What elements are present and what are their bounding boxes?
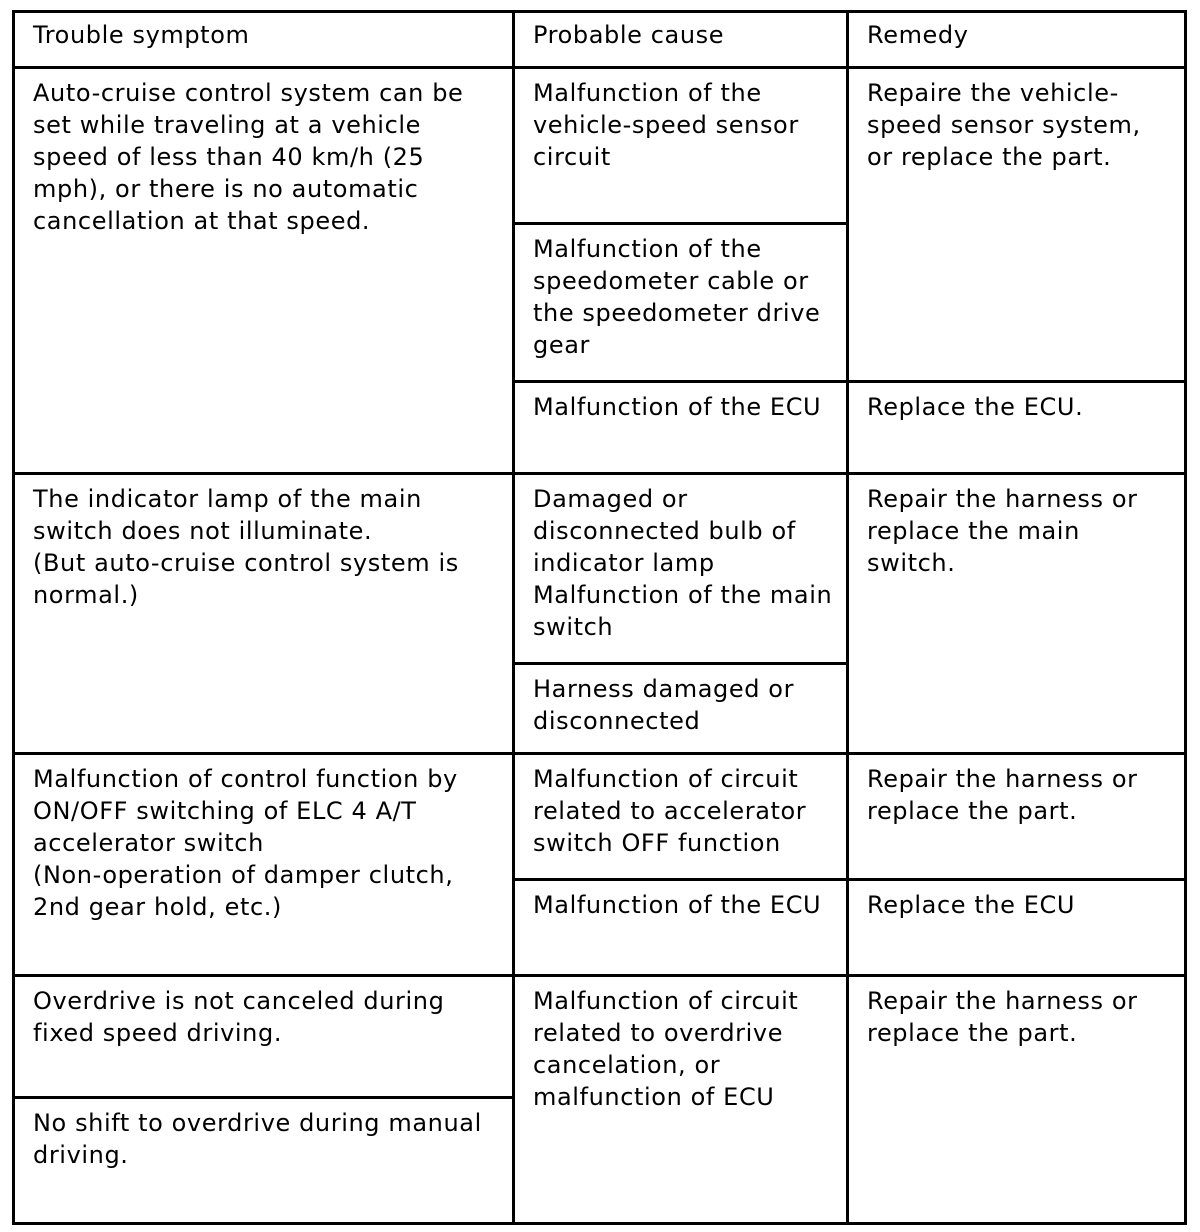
cause-text: Damaged or disconnected bulb of indicator lamp (533, 485, 796, 577)
troubleshooting-table (12, 10, 1187, 1225)
cause-cell: Malfunction of circuit related to overdrive cancelation, or malfunction of ECU (514, 976, 848, 1224)
cause-cell: Malfunction of the ECU (514, 880, 848, 976)
symptom-note: (But auto-cruise control system is normal.) (33, 549, 459, 609)
header-trouble-symptom: Trouble symptom (14, 12, 514, 68)
symptom-note: (Non-operation of damper clutch, 2nd gear hold, etc.) (33, 861, 454, 921)
table-row (14, 976, 1186, 1098)
symptom-cell-accelerator-switch (14, 754, 514, 976)
cause-cell (514, 474, 848, 664)
table-row (14, 474, 1186, 664)
table-row (14, 754, 1186, 880)
table-row (14, 68, 1186, 224)
cause-cell: Malfunction of the speedometer cable or the speedometer drive gear (514, 224, 848, 382)
remedy-cell: Repaire the vehicle-speed sensor system, or replace the part. (848, 68, 1186, 382)
header-remedy: Remedy (848, 12, 1186, 68)
cause-text: Malfunction of the main switch (533, 581, 833, 641)
remedy-cell: Repair the harness or replace the part. (848, 754, 1186, 880)
symptom-cell-indicator-lamp (14, 474, 514, 754)
cause-cell: Malfunction of the ECU (514, 382, 848, 474)
remedy-cell: Replace the ECU (848, 880, 1186, 976)
header-row (14, 12, 1186, 68)
symptom-cell-low-speed: Auto-cruise control system can be set while traveling at a vehicle speed of less than 40 km/h (25 mph), or there is no automatic cancellation at that speed. (14, 68, 514, 474)
remedy-cell: Repair the harness or replace the part. (848, 976, 1186, 1224)
symptom-text: Malfunction of control function by ON/OFF switching of ELC 4 A/T accelerator switch (33, 765, 458, 857)
symptom-cell-no-shift-overdrive: No shift to overdrive during manual driving. (14, 1098, 514, 1224)
remedy-cell: Replace the ECU. (848, 382, 1186, 474)
cause-cell: Harness damaged or disconnected (514, 664, 848, 754)
remedy-cell: Repair the harness or replace the main switch. (848, 474, 1186, 754)
cause-cell: Malfunction of the vehicle-speed sensor circuit (514, 68, 848, 224)
cause-cell: Malfunction of circuit related to accelerator switch OFF function (514, 754, 848, 880)
symptom-text: The indicator lamp of the main switch does not illuminate. (33, 485, 422, 545)
symptom-cell-overdrive-not-canceled: Overdrive is not canceled during fixed speed driving. (14, 976, 514, 1098)
header-probable-cause: Probable cause (514, 12, 848, 68)
